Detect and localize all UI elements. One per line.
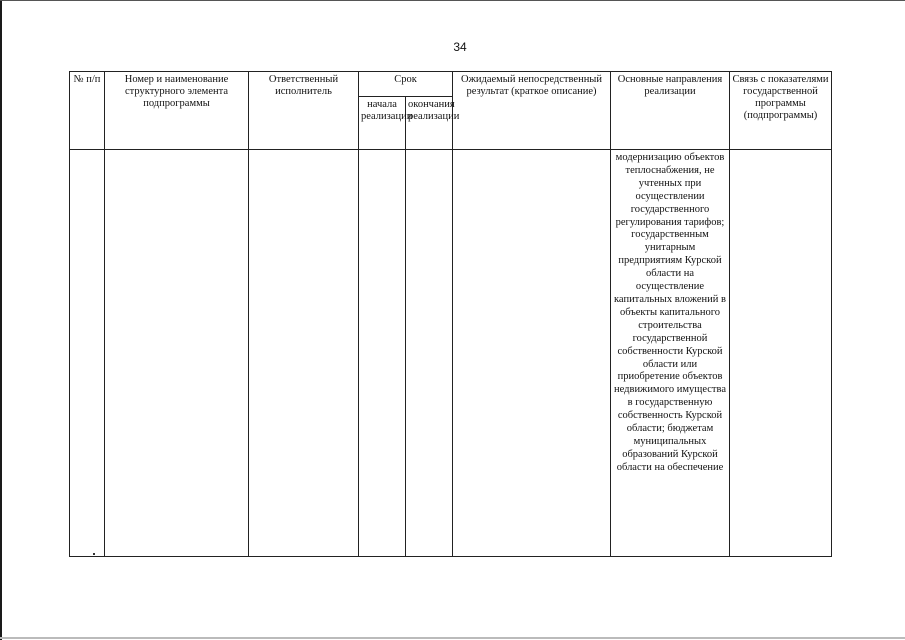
scan-speck — [93, 553, 95, 555]
header-name: Номер и наименование структурного элемента подпрограммы — [105, 72, 249, 150]
cell-result — [453, 150, 611, 557]
cell-term-end — [406, 150, 453, 557]
cell-link — [730, 150, 832, 557]
cell-directions: модернизацию объектов теплоснабжения, не учтенных при осуществлении государственного регулирования тарифов; государственным унитарным предприятиям Курской области на осуществление капитальных вложений в объекты капитального строительства государственной собственности Курской области или приобретение объектов недвижимого имущества в государственную собственность Курской области; бюджетам муниципальных образований Курской области на обеспечение — [611, 150, 730, 557]
scan-border-bottom — [0, 637, 905, 639]
scan-border-top — [0, 0, 905, 1]
header-executor: Ответственный исполнитель — [249, 72, 359, 150]
cell-num — [70, 150, 105, 557]
table-row — [70, 150, 832, 557]
cell-executor — [249, 150, 359, 557]
program-table — [69, 71, 832, 557]
header-link: Связь с показателями государственной программы (подпрограммы) — [730, 72, 832, 150]
header-term-start: начала реализации — [359, 97, 406, 150]
header-result: Ожидаемый непосредственный результат (краткое описание) — [453, 72, 611, 150]
page-number: 34 — [453, 40, 467, 54]
header-term: Срок — [359, 72, 453, 97]
header-directions: Основные направления реализации — [611, 72, 730, 150]
scan-border-left — [0, 0, 2, 640]
cell-name — [105, 150, 249, 557]
header-num: № п/п — [70, 72, 105, 150]
table-header-row — [70, 72, 832, 97]
cell-term-start — [359, 150, 406, 557]
header-term-end: окончания реализации — [406, 97, 453, 150]
